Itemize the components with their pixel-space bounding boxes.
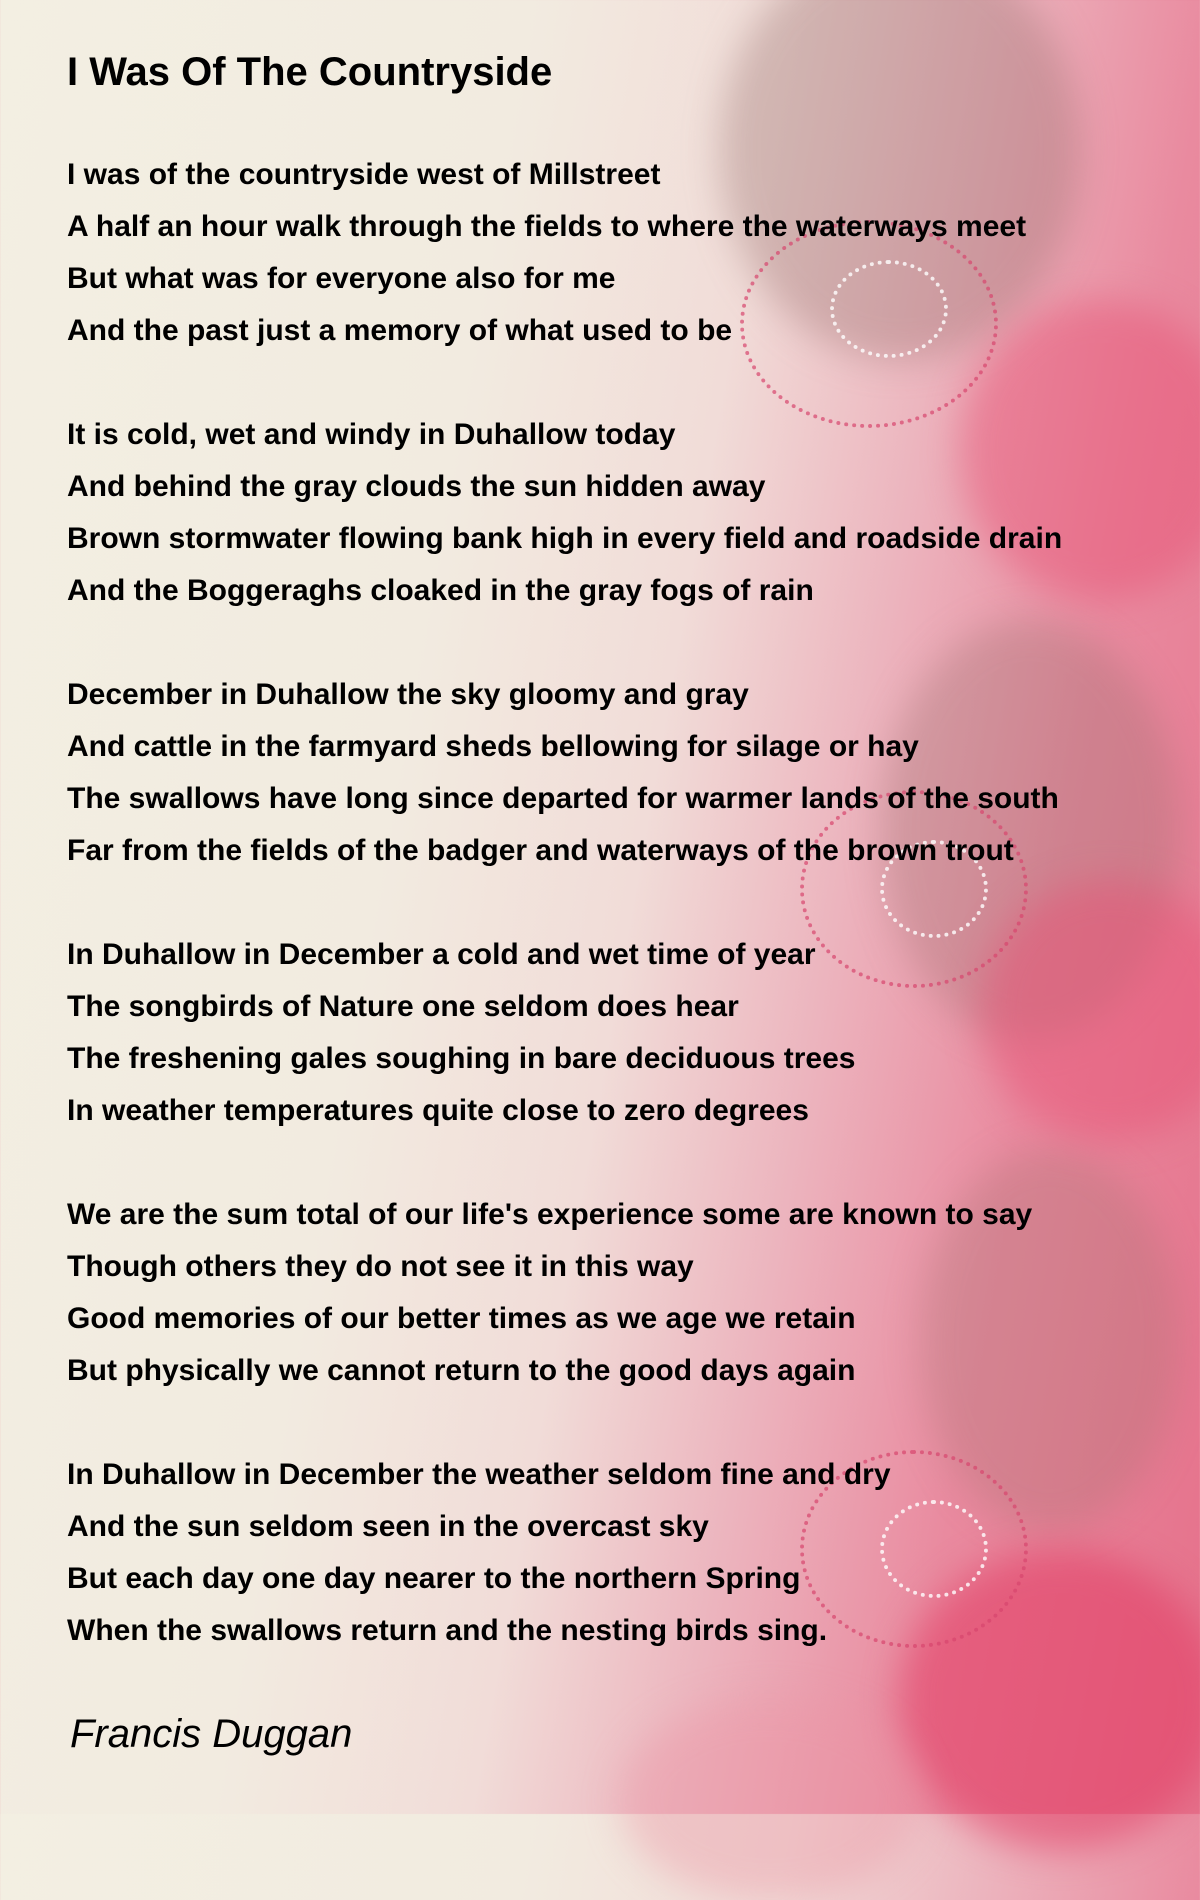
poem-line: In Duhallow in December the weather seldom fine and dry: [67, 1458, 891, 1491]
stanza-2: [67, 409, 1062, 617]
poem-line: The songbirds of Nature one seldom does hear: [67, 990, 739, 1023]
poem-line: Good memories of our better times as we age we retain: [67, 1302, 856, 1335]
stanza-5: [67, 1189, 1032, 1397]
poem-line: It is cold, wet and windy in Duhallow today: [67, 418, 676, 451]
poem-line: Brown stormwater flowing bank high in every field and roadside drain: [67, 522, 1063, 555]
poem-line: And the sun seldom seen in the overcast sky: [67, 1510, 709, 1543]
poem-line: In weather temperatures quite close to zero degrees: [67, 1094, 809, 1127]
poem-line: In Duhallow in December a cold and wet time of year: [67, 938, 816, 971]
poem-line: The swallows have long since departed for warmer lands of the south: [67, 782, 1059, 815]
poem-author: Francis Duggan: [70, 1712, 353, 1756]
poem-line: When the swallows return and the nesting birds sing.: [67, 1614, 828, 1647]
poem-line: Though others they do not see it in this way: [67, 1250, 694, 1283]
stanza-6: [67, 1449, 891, 1657]
stanza-3: [67, 669, 1059, 877]
poem-line: And cattle in the farmyard sheds bellowing for silage or hay: [67, 730, 919, 763]
poem-line: The freshening gales soughing in bare deciduous trees: [67, 1042, 856, 1075]
stanza-1: [67, 149, 1026, 357]
poem-line: December in Duhallow the sky gloomy and gray: [67, 678, 749, 711]
poem-line: But what was for everyone also for me: [67, 262, 616, 295]
poem-line: But physically we cannot return to the good days again: [67, 1354, 856, 1387]
poem-line: A half an hour walk through the fields to where the waterways meet: [67, 210, 1027, 243]
poem-line: Far from the fields of the badger and waterways of the brown trout: [67, 834, 1014, 867]
poem-title: I Was Of The Countryside: [67, 50, 553, 94]
poem-line: We are the sum total of our life's experience some are known to say: [67, 1198, 1033, 1231]
poem-line: And the Boggeraghs cloaked in the gray fogs of rain: [67, 574, 814, 607]
poem-line: But each day one day nearer to the northern Spring: [67, 1562, 801, 1595]
poem-line: And the past just a memory of what used to be: [67, 314, 733, 347]
stanza-4: [67, 929, 855, 1137]
poem-line: I was of the countryside west of Millstreet: [67, 158, 661, 191]
poem-line: And behind the gray clouds the sun hidden away: [67, 470, 766, 503]
